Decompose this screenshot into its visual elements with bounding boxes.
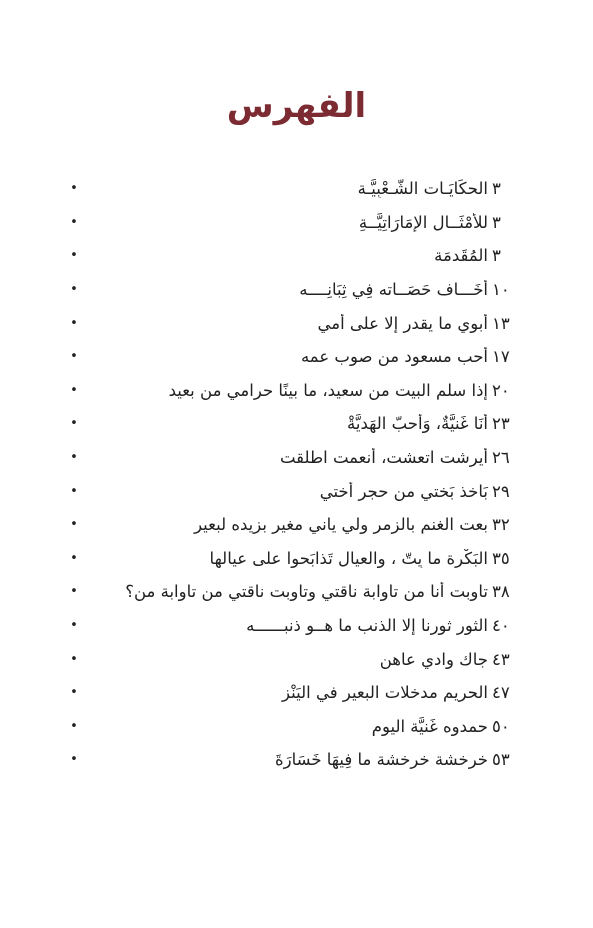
toc-entry-page-number: ٤٧ bbox=[492, 683, 510, 703]
toc-entry-page-number: ٣٢ bbox=[492, 515, 510, 535]
toc-entry[interactable] bbox=[62, 374, 540, 408]
toc-entry[interactable] bbox=[62, 340, 540, 374]
bullet-icon: • bbox=[70, 718, 78, 734]
bullet-icon: • bbox=[70, 349, 78, 365]
toc-entry-page-number: ٢٩ bbox=[492, 481, 510, 501]
toc-entry-page-number: ٤٣ bbox=[492, 649, 510, 669]
toc-entry-title: خرخشة خرخشة ما فِيهَا خَسَارَةَ bbox=[274, 750, 488, 770]
bullet-icon: • bbox=[70, 181, 78, 197]
toc-entry[interactable] bbox=[62, 172, 540, 206]
toc-entry-page-number: ٢٠ bbox=[492, 380, 510, 400]
bullet-icon: • bbox=[70, 483, 78, 499]
bullet-icon: • bbox=[70, 214, 78, 230]
toc-entry-title: حمدوه غَنيَّة اليوم bbox=[371, 716, 488, 736]
toc-entry-page-number: ٥٠ bbox=[492, 716, 510, 736]
toc-entry[interactable] bbox=[62, 642, 540, 676]
toc-entry-page-number: ٢٣ bbox=[492, 414, 510, 434]
toc-entry[interactable] bbox=[62, 542, 540, 576]
toc-entry[interactable] bbox=[62, 676, 540, 710]
toc-entry-page-number: ٤٠ bbox=[492, 616, 510, 636]
toc-entry-title: إذا سلم البيت من سعيد، ما بينًا حرامي من بعيد bbox=[168, 380, 488, 400]
toc-entry[interactable] bbox=[62, 306, 540, 340]
bullet-icon: • bbox=[70, 517, 78, 533]
toc-entry[interactable] bbox=[62, 609, 540, 643]
toc-entry[interactable] bbox=[62, 273, 540, 307]
bullet-icon: • bbox=[70, 450, 78, 466]
toc-entry-title: أنَا غَنيَّةٌ، وَأُحبّ الهَديَّةْ bbox=[347, 414, 488, 434]
bullet-icon: • bbox=[70, 685, 78, 701]
bullet-icon: • bbox=[70, 248, 78, 264]
toc-entry-title: أيرشت اتعشت، أنعمت اطلقت bbox=[279, 448, 488, 468]
toc-entry[interactable] bbox=[62, 407, 540, 441]
toc-entry-page-number: ٣ bbox=[492, 246, 501, 266]
toc-entry-title: أخَـــاف حَصَــاته فِي ثِبَانِــــه bbox=[299, 280, 488, 300]
toc-entry-title: بعت الغنم بالزمر ولي ياني مغير بزيده لبعير bbox=[194, 515, 488, 535]
toc-entry-title: الحكَايَـات الشَّـعْبِيَّـة bbox=[357, 179, 488, 199]
toc-entry-title: البَكْرة ما يِتّ ، والعيال تَذابَحوا على عيالها bbox=[209, 548, 488, 568]
toc-entry-page-number: ٣٨ bbox=[492, 582, 510, 602]
table-of-contents bbox=[62, 172, 540, 777]
toc-entry-title: الثور ثورنا إلا الذنب ما هــو ذنبــــــه bbox=[246, 616, 488, 636]
bullet-icon: • bbox=[70, 282, 78, 298]
toc-entry-title: للأمْثَــال الإمَارَاتِيَّــةِ bbox=[358, 212, 488, 232]
toc-entry-title: الحريم مدخلات البعير في اليَنْز bbox=[282, 683, 488, 703]
toc-entry[interactable] bbox=[62, 206, 540, 240]
toc-entry-title: أحب مسعود من صوب عمه bbox=[300, 347, 488, 367]
toc-entry[interactable] bbox=[62, 575, 540, 609]
toc-entry-title: جاك وادي عاهن bbox=[379, 649, 488, 669]
bullet-icon: • bbox=[70, 618, 78, 634]
bullet-icon: • bbox=[70, 752, 78, 768]
toc-entry-page-number: ٣٥ bbox=[492, 548, 510, 568]
toc-entry-page-number: ٥٣ bbox=[492, 750, 510, 770]
toc-entry-title: تاوبت أنا من تاوابة ناقتي وتاوبت ناقتي من تاوابة من؟ bbox=[125, 582, 488, 602]
toc-entry[interactable] bbox=[62, 508, 540, 542]
toc-entry-page-number: ٣ bbox=[492, 212, 501, 232]
toc-entry-page-number: ١٠ bbox=[492, 280, 510, 300]
bullet-icon: • bbox=[70, 584, 78, 600]
toc-entry[interactable] bbox=[62, 239, 540, 273]
bullet-icon: • bbox=[70, 651, 78, 667]
toc-entry[interactable] bbox=[62, 710, 540, 744]
page-title: الفهرس bbox=[226, 86, 367, 126]
toc-entry-page-number: ١٧ bbox=[492, 347, 510, 367]
bullet-icon: • bbox=[70, 382, 78, 398]
toc-entry-title: بَاخذ بَختي من حجر أختي bbox=[319, 481, 488, 501]
bullet-icon: • bbox=[70, 416, 78, 432]
toc-entry-title: أبوي ما يقدر إلا على أمي bbox=[317, 313, 488, 333]
toc-entry-page-number: ٢٦ bbox=[492, 448, 510, 468]
toc-entry[interactable] bbox=[62, 474, 540, 508]
toc-entry-page-number: ٣ bbox=[492, 179, 501, 199]
toc-entry-title: المُقَدمَة bbox=[434, 246, 488, 266]
bullet-icon: • bbox=[70, 315, 78, 331]
bullet-icon: • bbox=[70, 550, 78, 566]
toc-entry-page-number: ١٣ bbox=[492, 313, 510, 333]
toc-entry[interactable] bbox=[62, 441, 540, 475]
toc-entry[interactable] bbox=[62, 743, 540, 777]
